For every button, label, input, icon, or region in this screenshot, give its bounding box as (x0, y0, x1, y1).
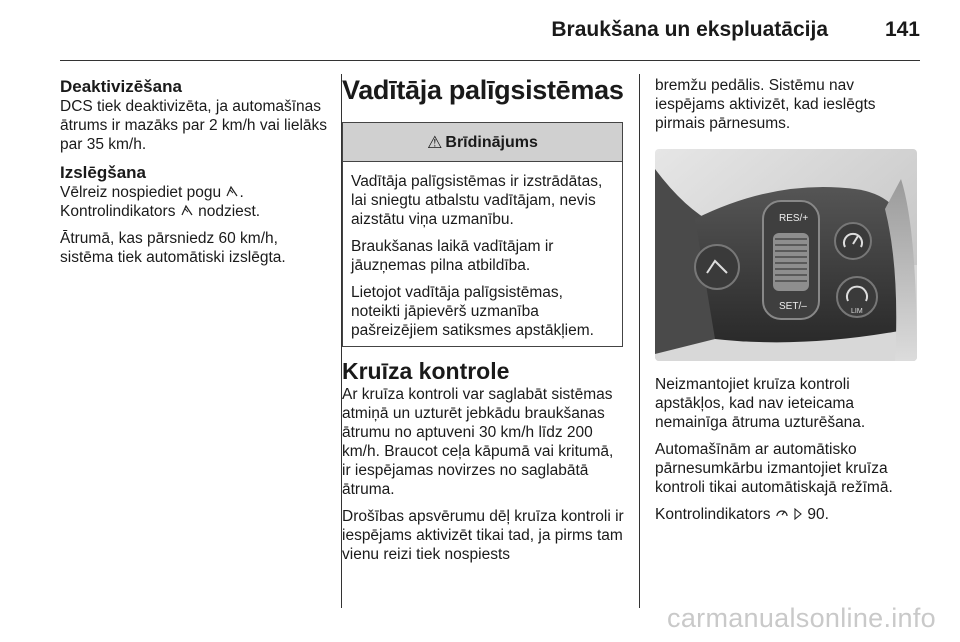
warning-icon: ⚠ (427, 132, 443, 152)
running-header-title: Braukšana un ekspluatācija (551, 18, 828, 41)
right-column (655, 76, 920, 532)
right-paragraph-4 (655, 505, 920, 524)
warning-paragraph-3: Lietojot vadītāja palīgsistēmas, noteikti jāpievērš uzmanība pašreizējiem satiksmes apstākļiem. (351, 284, 594, 339)
right-paragraph-2: Neizmantojiet kruīza kontroli apstākļos, kad nav ieteicama nemainīga ātruma uzturēšana. (655, 376, 866, 431)
section-heading: Vadītāja palīgsistēmas (342, 75, 624, 105)
switch-off-heading: Izslēgšana (60, 163, 146, 182)
middle-column (342, 74, 624, 572)
deactivation-text: DCS tiek deaktivizēta, ja automašīnas ātrums ir mazāks par 2 km/h vai lielāks par 35 km/h. (60, 98, 328, 153)
steering-wheel-controls-photo (655, 149, 917, 361)
cruise-control-heading: Kruīza kontrole (342, 358, 510, 384)
page-ref-arrow-icon (793, 506, 803, 522)
right-paragraph-3: Automašīnām ar automātisko pārnesumkārbu izmantojiet kruīza kontroli tikai automātiskajā režīmā. (655, 441, 893, 496)
switch-off-text-1 (60, 183, 328, 202)
cruise-paragraph-2: Drošības apsvērumu dēļ kruīza kontroli ir iespējams aktivizēt tikai tad, ja pirms tam vienu reizi tiek nospiests (342, 508, 624, 563)
watermark: carmanualsonline.info (667, 603, 936, 633)
switch-off-text-2-main: Kontrolindikators (60, 203, 176, 220)
warning-paragraph-2: Braukšanas laikā vadītājam ir jāuzņemas pilna atbildība. (351, 238, 554, 274)
res-plus-label: RES/+ (779, 213, 809, 224)
switch-off-text-3: Ātrumā, kas pārsniedz 60 km/h, sistēma tiek automātiski izslēgta. (60, 230, 286, 266)
warning-box (342, 122, 623, 347)
right-paragraph-4-main: Kontrolindikators (655, 506, 771, 523)
warning-paragraph-1: Vadītāja palīgsistēmas ir izstrādātas, lai sniegtu atbalstu vadītājam, nevis aizstātu viņa uzmanību. (351, 173, 603, 228)
header-rule (60, 60, 920, 61)
hill-descent-icon (225, 184, 239, 200)
hill-descent-indicator-icon (180, 203, 194, 219)
page-header (60, 16, 920, 46)
switch-off-text-2 (60, 202, 328, 221)
warning-header (343, 123, 622, 162)
cruise-control-icon (775, 506, 789, 522)
switch-off-text-1-end: . (239, 184, 244, 201)
page-number: 141 (884, 18, 920, 41)
warning-body (343, 162, 622, 346)
warning-title: Brīdinājums (445, 133, 538, 151)
switch-off-text-1-main: Vēlreiz nospiediet pogu (60, 184, 222, 201)
lim-label: LIM (851, 308, 863, 315)
switch-off-text-2-end: nodziest. (198, 203, 261, 220)
cruise-paragraph-1: Ar kruīza kontroli var saglabāt sistēmas atmiņā un uzturēt jebkādu braukšanas ātrumu no aptuveni 30 km/h līdz 200 km/h. Braucot ceļa kāpumā vai kritumā, ir iespējamas novirzes no saglabātā ātruma. (342, 386, 614, 498)
left-column (60, 76, 328, 275)
column-divider-2 (639, 74, 640, 608)
right-paragraph-1: bremžu pedālis. Sistēmu nav iespējams aktivizēt, kad ieslēgts pirmais pārnesums. (655, 77, 876, 132)
set-minus-label: SET/– (779, 301, 807, 312)
page-reference[interactable]: 90. (807, 506, 829, 523)
deactivation-heading: Deaktivizēšana (60, 77, 182, 96)
